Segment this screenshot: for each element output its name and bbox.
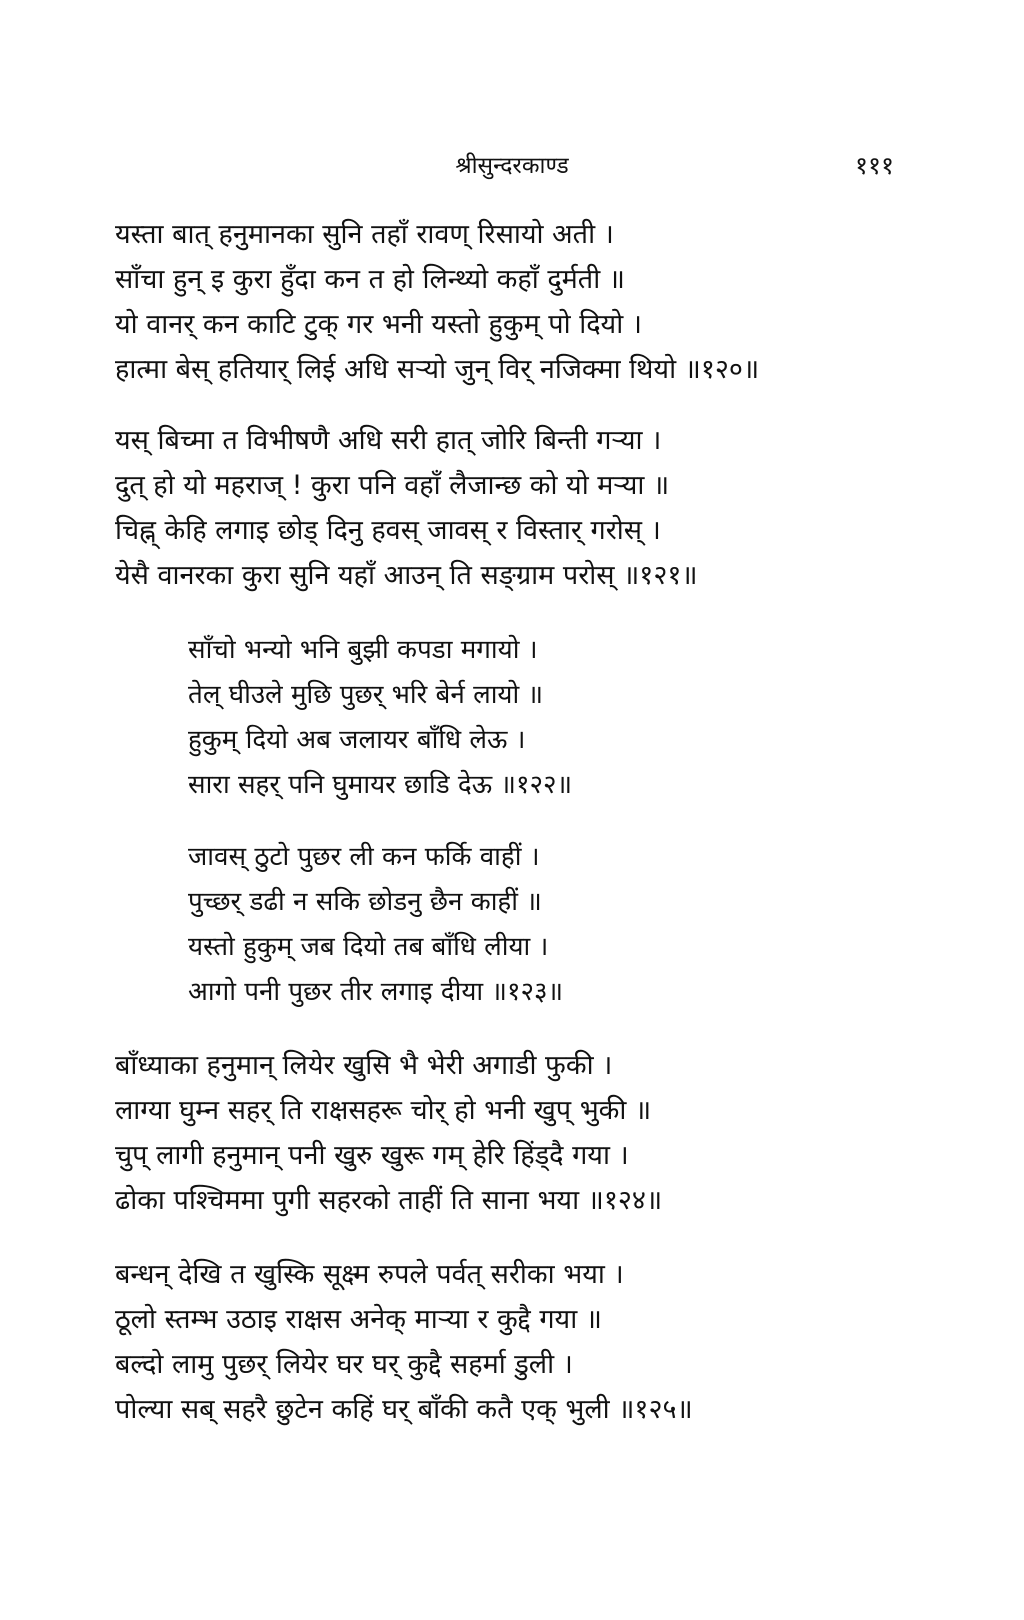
verse-line: ढोका पश्चिममा पुगी सहरको ताहीं ति साना भया ॥१२४॥ [115,1185,663,1216]
verse-line: यस्तो हुकुम् जब दियो तब बाँधि लीया । [188,932,549,962]
verse-line: साँचो भन्यो भनि बुझी कपडा मगायो । [188,635,538,665]
verse-line: ठूलो स्तम्भ उठाइ राक्षस अनेक् माऱ्या र कुद्दै गया ॥ [115,1304,602,1335]
verse-line: पोल्या सब् सहरै छुटेन कहिं घर् बाँकी कतै एक् भुली ॥१२५॥ [115,1394,693,1425]
verse-line: बन्धन् देखि त खुस्कि सूक्ष्म रुपले पर्वत् सरीका भया । [115,1259,624,1290]
verse-line: यो वानर् कन काटि टुक् गर भनी यस्तो हुकुम् पो दियो । [115,309,643,340]
verse-124 [115,1043,662,1223]
page-header [0,148,1024,188]
verse-122 [188,628,572,808]
verse-line: बल्दो लामु पुछर् लियेर घर घर् कुद्दै सहर्मा डुली । [115,1349,573,1380]
verse-line: बाँध्याका हनुमान् लियेर खुसि भै भेरी अगाडी फुकी । [115,1050,613,1081]
verse-line: हुकुम् दियो अब जलायर बाँधि लेऊ । [188,725,526,755]
verse-line: तेल् घीउले मुछि पुछर् भरि बेर्न लायो ॥ [188,680,544,710]
verse-120 [115,212,759,392]
page-number: १११ [854,151,894,180]
verse-line: जावस् ठुटो पुछर ली कन फर्कि वाहीं । [188,842,540,872]
verse-line: चिह्न् केहि लगाइ छोड् दिनु हवस् जावस् र विस्तार् गरोस् । [115,515,661,546]
verse-121 [115,418,698,598]
verse-line: आगो पनी पुछर तीर लगाइ दीया ॥१२३॥ [188,977,564,1007]
verse-125 [115,1252,693,1432]
verse-line: यस्ता बात् हनुमानका सुनि तहाँ रावण् रिसायो अती । [115,219,614,250]
verse-line: दुत् हो यो महराज् ! कुरा पनि वहाँ लैजान्छ को यो मऱ्या ॥ [115,470,670,501]
verse-line: येसै वानरका कुरा सुनि यहाँ आउन् ति सङ्ग्राम परोस् ॥१२१॥ [115,560,698,591]
verse-line: लाग्या घुम्न सहर् ति राक्षसहरू चोर् हो भनी खुप् भुकी ॥ [115,1095,652,1126]
verse-123 [188,835,563,1015]
verse-line: चुप् लागी हनुमान् पनी खुरु खुरू गम् हेरि हिंड्दै गया । [115,1140,629,1171]
verse-line: यस् बिच्मा त विभीषणै अधि सरी हात् जोरि बिन्ती गऱ्या । [115,425,662,456]
verse-line: साँचा हुन् इ कुरा हुँदा कन त हो लिन्थ्यो कहाँ दुर्मती ॥ [115,264,625,295]
running-title: श्रीसुन्दरकाण्ड [455,153,569,179]
verse-line: हात्मा बेस् हतियार् लिई अधि सऱ्यो जुन् विर् नजिक्मा थियो ॥१२०॥ [115,354,760,385]
verse-line: पुच्छर् डढी न सकि छोडनु छैन काहीं ॥ [188,887,542,917]
verse-line: सारा सहर् पनि घुमायर छाडि देऊ ॥१२२॥ [188,770,573,800]
